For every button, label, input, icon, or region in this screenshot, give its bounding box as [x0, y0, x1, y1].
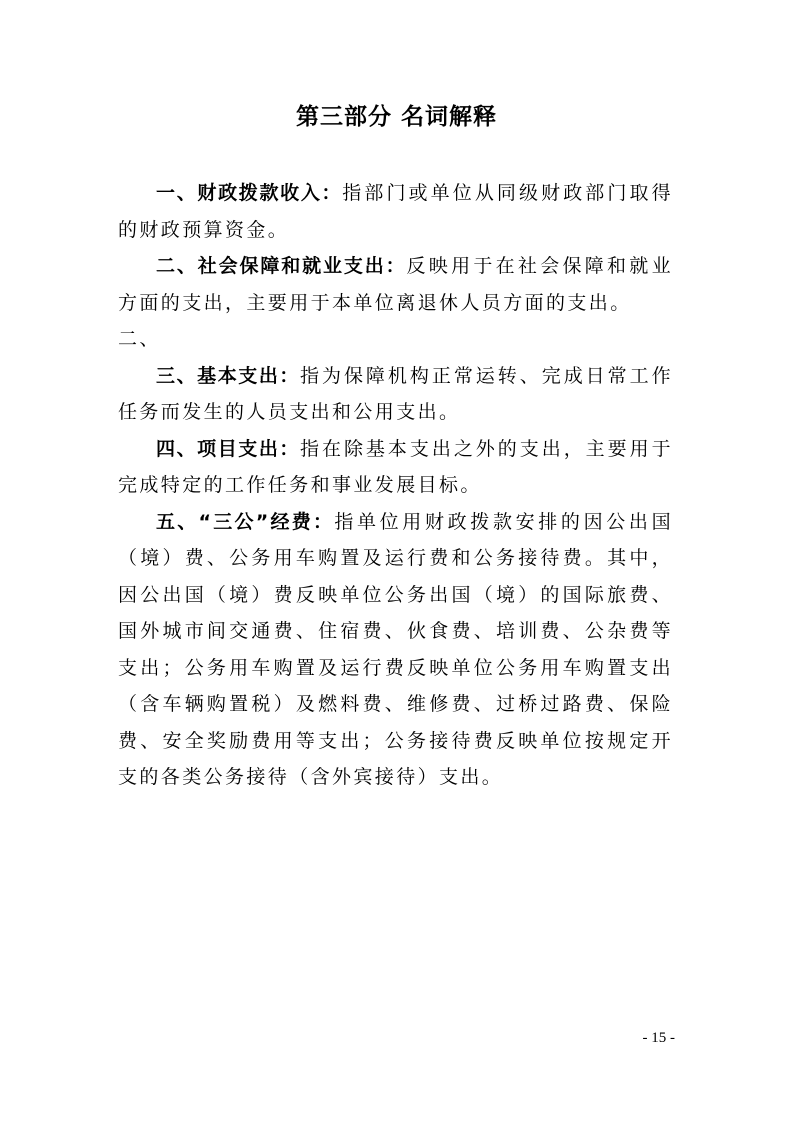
- definition-paragraph-5: [118, 504, 673, 796]
- document-body: [118, 175, 673, 796]
- page-title: 第三部分 名词解释: [295, 104, 497, 130]
- definition-paragraph-4: [118, 431, 673, 504]
- definition-term: 一、财政拨款收入：: [156, 182, 343, 204]
- definition-term: 三、基本支出：: [156, 364, 301, 387]
- definition-term: 四、项目支出：: [156, 437, 301, 460]
- definition-term: 二、社会保障和就业支出：: [156, 255, 407, 277]
- page-number: - 15 -: [642, 1030, 675, 1046]
- definition-text: 指部门或单位从同级财政部门取得的财政预算资金。: [118, 182, 673, 241]
- definition-paragraph-2: [118, 248, 673, 321]
- definition-text: 指为保障机构正常运转、完成日常工作任务而发生的人员支出和公用支出。: [118, 364, 673, 423]
- stray-line: 二、: [118, 328, 161, 350]
- definition-paragraph-3: [118, 358, 673, 431]
- definition-term: 五、“三公”经费：: [156, 510, 335, 533]
- definition-text: 反映用于在社会保障和就业方面的支出，主要用于本单位离退休人员方面的支出。: [118, 255, 673, 314]
- definition-text: 指在除基本支出之外的支出，主要用于完成特定的工作任务和事业发展目标。: [118, 437, 673, 496]
- definition-paragraph-1: [118, 175, 673, 248]
- definition-text: 指单位用财政拨款安排的因公出国（境）费、公务用车购置及运行费和公务接待费。其中，因公出国（境）费反映单位公务出国（境）的国际旅费、国外城市间交通费、住宿费、伙食费、培训费、公杂费等支出；公务用车购置及运行费反映单位公务用车购置支出（含车辆购置税）及燃料费、维修费、过桥过路费、保险费、安全奖励费用等支出；公务接待费反映单位按规定开支的各类公务接待（含外宾接待）支出。: [118, 510, 673, 788]
